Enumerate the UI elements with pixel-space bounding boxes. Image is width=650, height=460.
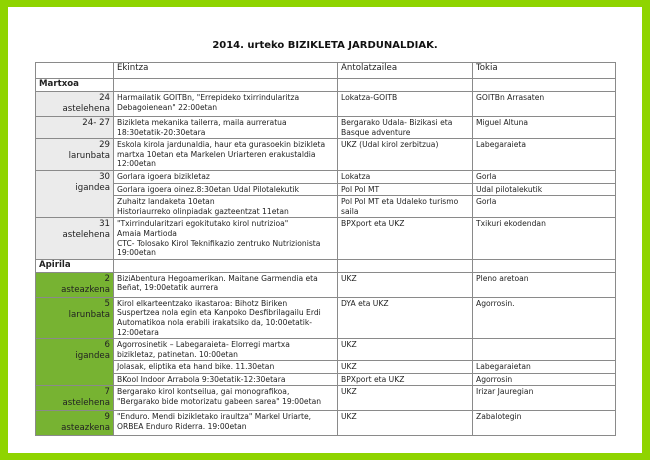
day-date: 24 bbox=[99, 93, 110, 103]
day-date: 29 bbox=[99, 140, 110, 151]
header-date bbox=[36, 63, 114, 79]
activity-cell: BiziAbentura Hegoamerikan. Maitane Garmendia eta Beñat, 19:00etatik aurrera bbox=[114, 272, 338, 297]
table-row bbox=[36, 218, 616, 259]
day-weekday: astelehena bbox=[62, 230, 110, 241]
day-date: 7 bbox=[104, 387, 110, 398]
month-row bbox=[36, 259, 616, 272]
day-weekday: asteazkena bbox=[61, 423, 110, 434]
day-cell bbox=[36, 272, 114, 297]
empty-cell bbox=[473, 259, 616, 272]
empty-cell bbox=[338, 79, 473, 92]
activity-cell: Bergarako kirol kontseilua, gai monografikoa, "Bergarako bide motorizatu gabeen sarea" 19:00etan bbox=[114, 386, 338, 411]
table-row bbox=[36, 339, 616, 361]
events-table bbox=[35, 62, 616, 436]
table-row bbox=[36, 139, 616, 171]
activity-cell: BKool Indoor Arrabola 9:30etatik-12:30etara bbox=[114, 373, 338, 386]
organizer-cell: Pol Pol MT bbox=[338, 183, 473, 196]
empty-cell bbox=[114, 79, 338, 92]
day-date: 5 bbox=[104, 298, 110, 309]
organizer-cell: UKZ bbox=[338, 411, 473, 436]
organizer-cell: UKZ bbox=[338, 361, 473, 374]
day-cell bbox=[36, 218, 114, 259]
empty-cell bbox=[338, 259, 473, 272]
empty-cell bbox=[473, 79, 616, 92]
organizer-cell: UKZ bbox=[338, 272, 473, 297]
table-row bbox=[36, 361, 616, 374]
activity-cell: "Txirrindularitzari egokitutako kirol nutrizioa" Amaia Martioda CTC- Tolosako Kirol Teknifikazio zentruko Nutrizionista 19:00etan bbox=[114, 218, 338, 259]
day-date: 24- 27 bbox=[82, 118, 110, 128]
day-weekday: larunbata bbox=[68, 309, 110, 320]
day-weekday: igandea bbox=[75, 182, 110, 193]
place-cell: Irizar Jauregian bbox=[473, 386, 616, 411]
day-date: 30 bbox=[99, 171, 110, 182]
organizer-cell: UKZ bbox=[338, 386, 473, 411]
day-date: 31 bbox=[99, 219, 110, 230]
day-cell bbox=[36, 339, 114, 386]
activity-cell: Eskola kirola jardunaldia, haur eta gurasoekin bizikleta martxa 10etan eta Markelen Uriarteren erakustaldia 12:00etan bbox=[114, 139, 338, 171]
activity-cell: Kirol elkarteentzako ikastaroa: Bihotz Biriken Suspertzea nola egin eta Kanpoko Desfibrilagailu Erdi Automatikoa nola erabili irakatsiko da, 10:00etatik- 12:00etara bbox=[114, 297, 338, 338]
month-label: Martxoa bbox=[36, 79, 114, 92]
day-date: 2 bbox=[104, 273, 110, 284]
place-cell: Labegaraieta bbox=[473, 139, 616, 171]
day-cell bbox=[36, 170, 114, 217]
organizer-cell: UKZ bbox=[338, 339, 473, 361]
table-row bbox=[36, 386, 616, 411]
day-cell bbox=[36, 117, 114, 139]
organizer-cell: Bergarako Udala- Bizikasi eta Basque adventure bbox=[338, 117, 473, 139]
place-cell: Labegaraietan bbox=[473, 361, 616, 374]
table-row bbox=[36, 183, 616, 196]
organizer-cell: BPXport eta UKZ bbox=[338, 373, 473, 386]
table-row bbox=[36, 170, 616, 183]
organizer-cell: DYA eta UKZ bbox=[338, 297, 473, 338]
header-antolatzailea: Antolatzailea bbox=[338, 63, 473, 79]
activity-cell: Jolasak, eliptika eta hand bike. 11.30etan bbox=[114, 361, 338, 374]
table-row bbox=[36, 272, 616, 297]
organizer-cell: BPXport eta UKZ bbox=[338, 218, 473, 259]
activity-cell: Agorrosinetik – Labegaraieta- Elorregi martxa bizikletaz, patinetan. 10:00etan bbox=[114, 339, 338, 361]
day-cell bbox=[36, 411, 114, 436]
day-weekday: asteazkena bbox=[61, 284, 110, 295]
day-cell bbox=[36, 297, 114, 338]
activity-cell: Gorlara igoera bizikletaz bbox=[114, 170, 338, 183]
organizer-cell: Lokatza bbox=[338, 170, 473, 183]
day-cell bbox=[36, 92, 114, 117]
day-weekday: astelehena bbox=[62, 104, 110, 114]
header-ekintza: Ekintza bbox=[114, 63, 338, 79]
organizer-cell: Pol Pol MT eta Udaleko turismo saila bbox=[338, 196, 473, 218]
page-title: 2014. urteko BIZIKLETA JARDUNALDIAK. bbox=[212, 40, 438, 51]
organizer-cell: Lokatza-GOITB bbox=[338, 92, 473, 117]
table-row bbox=[36, 196, 616, 218]
table-row bbox=[36, 411, 616, 436]
activity-cell: Zuhaitz landaketa 10etan Historiaurreko olinpiadak gazteentzat 11etan bbox=[114, 196, 338, 218]
day-weekday: larunbata bbox=[68, 151, 110, 162]
place-cell: GOITBn Arrasaten bbox=[473, 92, 616, 117]
place-cell: Udal pilotalekutik bbox=[473, 183, 616, 196]
place-cell: Gorla bbox=[473, 196, 616, 218]
activity-cell: Bizikleta mekanika tailerra, maila aurreratua 18:30etatik-20:30etara bbox=[114, 117, 338, 139]
place-cell: Agorrosin. bbox=[473, 297, 616, 338]
day-weekday: astelehena bbox=[62, 398, 110, 409]
day-date: 6 bbox=[104, 340, 110, 351]
activity-cell: "Enduro. Mendi bizikletako iraultza" Markel Uriarte, ORBEA Enduro Riderra. 19:00etan bbox=[114, 411, 338, 436]
place-cell: Agorrosin bbox=[473, 373, 616, 386]
place-cell: Pleno aretoan bbox=[473, 272, 616, 297]
table-row bbox=[36, 92, 616, 117]
month-row bbox=[36, 79, 616, 92]
activity-cell: Gorlara igoera oinez.8:30etan Udal Pilotalekutik bbox=[114, 183, 338, 196]
activity-cell: Harmailatik GOITBn, "Errepideko txirrindularitza Debagoienean" 22:00etan bbox=[114, 92, 338, 117]
table-row bbox=[36, 117, 616, 139]
place-cell: Miguel Altuna bbox=[473, 117, 616, 139]
day-date: 9 bbox=[104, 412, 110, 423]
place-cell: Txikuri ekodendan bbox=[473, 218, 616, 259]
place-cell: Gorla bbox=[473, 170, 616, 183]
table-header-row bbox=[36, 63, 616, 79]
empty-cell bbox=[114, 259, 338, 272]
place-cell: Zabalotegin bbox=[473, 411, 616, 436]
table-row bbox=[36, 373, 616, 386]
table-row bbox=[36, 297, 616, 338]
month-label: Apirila bbox=[36, 259, 114, 272]
organizer-cell: UKZ (Udal kirol zerbitzua) bbox=[338, 139, 473, 171]
day-cell bbox=[36, 386, 114, 411]
day-cell bbox=[36, 139, 114, 171]
header-tokia: Tokia bbox=[473, 63, 616, 79]
place-cell bbox=[473, 339, 616, 361]
document-page bbox=[8, 7, 642, 453]
day-weekday: igandea bbox=[75, 351, 110, 362]
